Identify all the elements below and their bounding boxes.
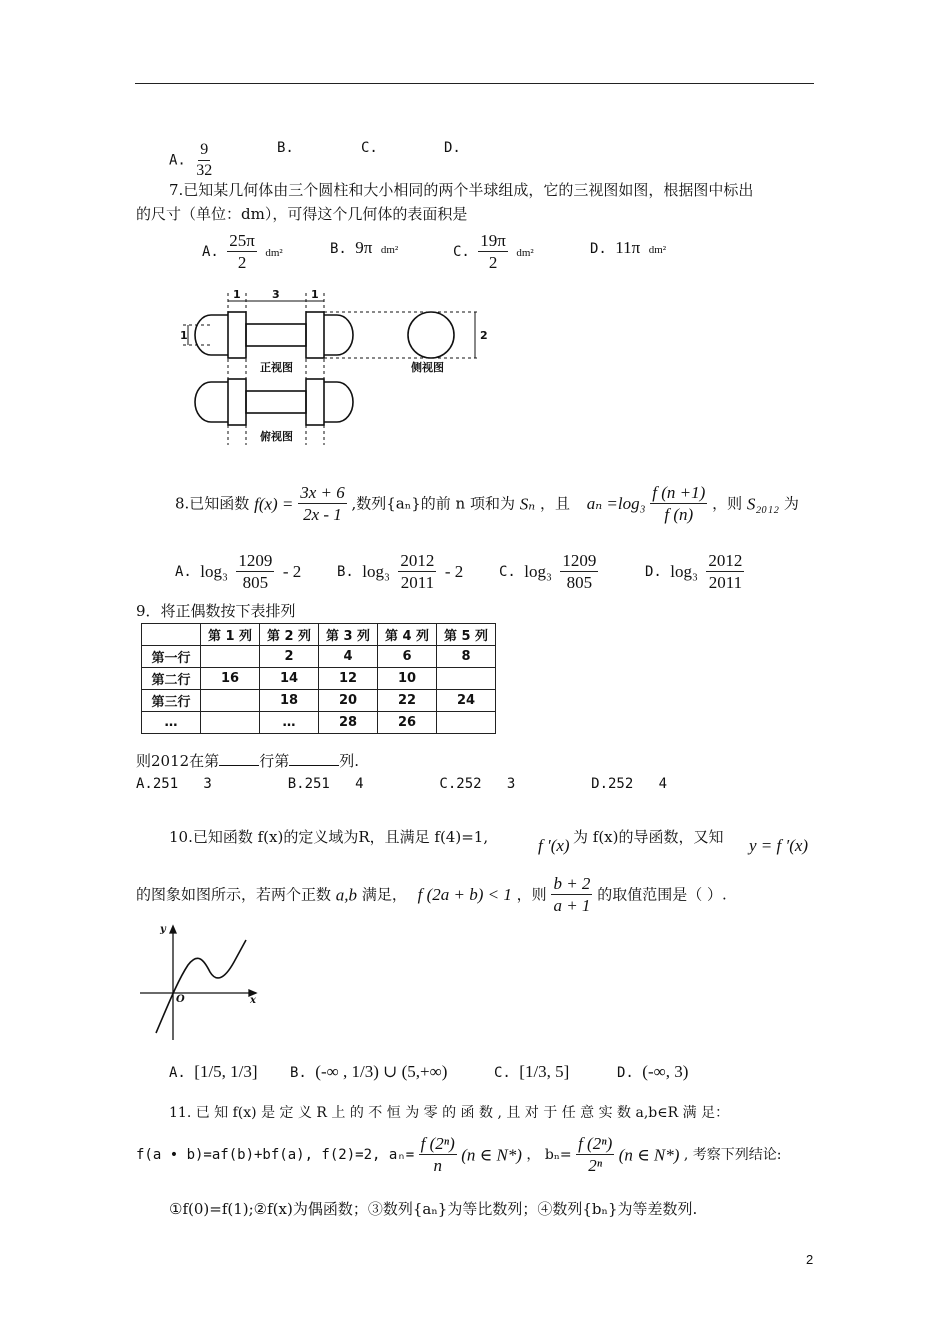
table-cell (437, 668, 496, 690)
side-view-label: 侧视图 (411, 361, 444, 374)
top-middle-cylinder (246, 391, 306, 413)
table-header-cell: 第 5 列 (437, 624, 496, 646)
q10-line1a: 10.已知函数 f(x)的定义域为R，且满足 f(4)=1, (169, 828, 489, 846)
q6-option-d: D. (444, 140, 461, 156)
q7-line1: 7.已知某几何体由三个圆柱和大小相同的两个半球组成，它的三视图如图，根据图中标出 (169, 181, 754, 199)
front-view-label: 正视图 (260, 361, 293, 374)
q8-stem: 8.已知函数 f(x) = $\frac{3x + 6}{2x - 1}$ ,数列{aₙ}的前 n 项和为 Sₙ ，且 aₙ =log₃ $\frac{f (n +1)}{f (n)}$ ，则 S₂₀₁₂ 为 (175, 483, 799, 525)
table-cell: 4 (319, 646, 378, 668)
q7-line2: 的尺寸（单位：dm），可得这个几何体的表面积是 (136, 205, 468, 223)
even-number-table (141, 623, 496, 734)
front-left-cylinder (228, 312, 246, 358)
table-header-cell: 第 1 列 (201, 624, 260, 646)
page-number: 2 (806, 1252, 814, 1267)
dim-label-1: 1 (233, 288, 241, 301)
y-axis-arrow (170, 926, 176, 933)
q11-line2: f(a • b)=af(b)+bf(a), f(2)=2, aₙ= $\frac{\text{f (2ⁿ)}}{n}$ (n ∈ N*) ， bₙ= $\frac{\text{f (2ⁿ)}}{\text{2ⁿ}}$ (n ∈ N*) , 考察下列结论: (136, 1134, 782, 1176)
q10-line1b: 为 f(x)的导函数，又知 (573, 828, 724, 846)
q10-yeq: y = f ′(x) (749, 836, 809, 855)
table-cell: 6 (378, 646, 437, 668)
q10-option-a: A. [1/5, 1/3] (169, 1062, 258, 1081)
table-row (142, 712, 496, 734)
table-header-cell (142, 624, 201, 646)
table-cell: 第一行 (142, 646, 201, 668)
q10-line2: 的图象如图所示，若两个正数 a,b 满足， f (2a + b) < 1 ，则 $\frac{b + 2}{a + 1}$ 的取值范围是（ ）. (136, 874, 727, 916)
table-cell: 22 (378, 690, 437, 712)
table-cell: 10 (378, 668, 437, 690)
table-header-cell: 第 4 列 (378, 624, 437, 646)
q11-line3: ①f(0)=f(1);②f(x)为偶函数；③数列{aₙ}为等比数列；④数列{bₙ}为等差数列. (169, 1200, 698, 1218)
table-row (142, 690, 496, 712)
origin-label: O (176, 994, 185, 1005)
q10-option-c: C. [1/3, 5] (494, 1062, 570, 1081)
table-cell: 12 (319, 668, 378, 690)
table-cell (437, 712, 496, 734)
derivative-graph (138, 920, 263, 1045)
table-cell: 8 (437, 646, 496, 668)
table-cell (201, 646, 260, 668)
top-left-hemisphere (195, 382, 228, 422)
table-cell: 26 (378, 712, 437, 734)
q6-option-c: C. (361, 140, 378, 156)
y-axis-label: y (160, 924, 166, 935)
table-cell: 24 (437, 690, 496, 712)
q9-question: 则2012在第 行第 列. (136, 752, 359, 770)
x-axis-label: x (250, 995, 256, 1006)
dim-label-left: 1 (180, 329, 188, 342)
q11-line1: 11. 已 知 f(x) 是 定 义 R 上 的 不 恒 为 零 的 函 数 , 且 对 于 任 意 实 数 a,b∈R 满 足： (169, 1105, 730, 1121)
table-header-row (142, 624, 496, 646)
table-cell: 第二行 (142, 668, 201, 690)
q9-title: 9．将正偶数按下表排列 (136, 602, 296, 620)
front-middle-cylinder (246, 324, 306, 346)
table-cell: 2 (260, 646, 319, 668)
table-row (142, 646, 496, 668)
side-circle (408, 312, 454, 358)
q10-option-b: B. (-∞ , 1/3) ∪ (5,+∞) (290, 1062, 448, 1081)
top-left-cylinder (228, 379, 246, 425)
table-header-cell: 第 2 列 (260, 624, 319, 646)
table-cell: … (142, 712, 201, 734)
q7-option-b: B. 9π dm² (330, 238, 399, 257)
q8-option-c: C. log₃ $\frac{1209}{805}$ (499, 551, 597, 593)
q10-fprime: f ′(x) (538, 836, 570, 855)
table-cell: 18 (260, 690, 319, 712)
q8-option-b: B. log₃ $\frac{2012}{2011}$ - 2 (337, 551, 464, 593)
q7-option-d: D. 11π dm² (590, 238, 667, 257)
q6-option-b: B. (277, 140, 294, 156)
top-right-cylinder (306, 379, 324, 425)
table-cell (201, 712, 260, 734)
table-cell: 28 (319, 712, 378, 734)
table-cell: 16 (201, 668, 260, 690)
front-left-hemisphere (195, 315, 228, 355)
table-cell: 14 (260, 668, 319, 690)
header-rule (135, 83, 814, 84)
table-cell: … (260, 712, 319, 734)
table-cell: 第三行 (142, 690, 201, 712)
q6-option-a: A. $\frac{9}{32}$ (169, 141, 213, 179)
front-right-cylinder (306, 312, 324, 358)
q7-option-c: C. $\frac{19\pi}{2}$ dm² (453, 231, 534, 273)
q10-option-d: D. (-∞, 3) (617, 1062, 689, 1081)
dim-label-1b: 1 (311, 288, 319, 301)
curve (156, 940, 246, 1033)
q9-options: A.251 3 B.251 4 C.252 3 D.252 4 (136, 776, 668, 792)
dim-label-3: 3 (272, 288, 280, 301)
q7-option-a: A. $\frac{25\pi}{2}$ dm² (202, 231, 283, 273)
dim-label-right: 2 (480, 329, 488, 342)
q8-option-d: D. log₃ $\frac{2012}{2011}$ (645, 551, 743, 593)
table-cell (201, 690, 260, 712)
table-row (142, 668, 496, 690)
table-header-cell: 第 3 列 (319, 624, 378, 646)
top-view-label: 俯视图 (260, 430, 293, 443)
front-right-hemisphere (324, 315, 353, 355)
q8-option-a: A. log₃ $\frac{1209}{805}$ - 2 (175, 551, 302, 593)
three-view-figure (175, 285, 505, 455)
top-right-hemisphere (324, 382, 353, 422)
table-cell: 20 (319, 690, 378, 712)
